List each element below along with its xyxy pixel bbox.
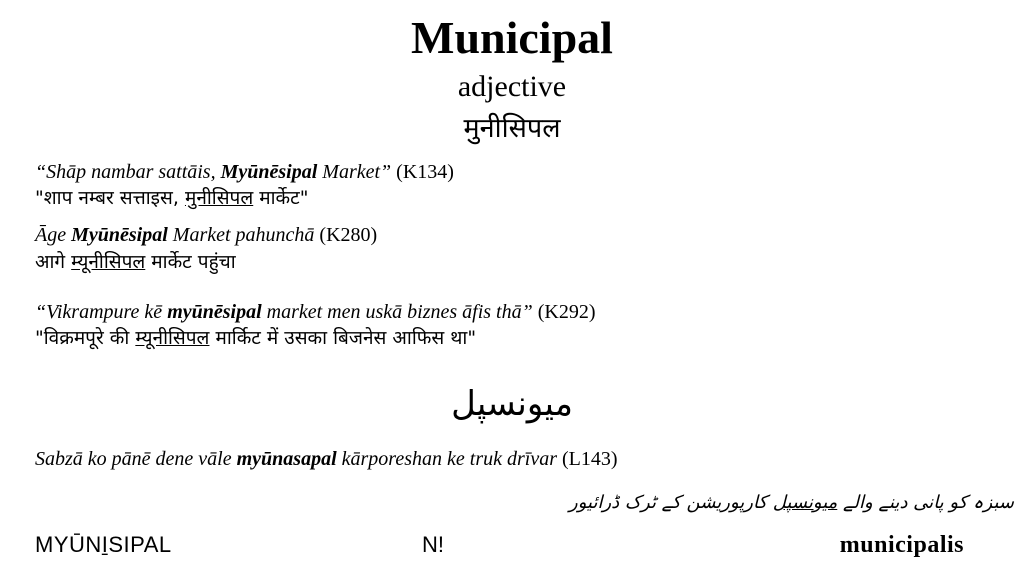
example-3-keyword: myūnēsipal xyxy=(167,301,262,323)
example-1-deva-keyword: मुनीसिपल xyxy=(184,187,254,209)
example-2-deva-keyword: म्यूनीसिपल xyxy=(71,251,146,273)
example-3-open: “Vikrampure kē xyxy=(35,301,168,323)
example-2-reference: (K280) xyxy=(314,224,378,246)
example-2-deva-pre: आगे xyxy=(35,251,72,273)
urdu-headword: میونسپل xyxy=(451,384,573,424)
example-1-reference: (K134) xyxy=(391,161,454,183)
example-3-deva-keyword: म्यूनीसिपल xyxy=(135,327,210,349)
example-1-deva-post: मार्केट" xyxy=(253,187,309,209)
example-4-open: Sabzā ko pānē dene vāle xyxy=(35,448,237,470)
example-4-keyword: myūnasapal xyxy=(236,448,337,470)
example-2-romanized xyxy=(35,223,377,247)
example-1-deva-pre: "शाप नम्बर सत्ताइस, xyxy=(35,187,185,209)
example-2-keyword: Myūnēsipal xyxy=(71,224,168,246)
example-4-romanized xyxy=(35,447,618,471)
footer-marker: N! xyxy=(422,532,444,557)
example-3-deva-pre: "विक्रमपूरे की xyxy=(35,327,136,349)
example-2-deva-post: मार्केट पहुंचा xyxy=(145,251,236,273)
example-1-romanized xyxy=(35,160,454,184)
example-2-devanagari xyxy=(35,250,236,274)
example-1-keyword: Myūnēsipal xyxy=(220,161,318,183)
example-1-devanagari xyxy=(35,186,308,210)
example-4-reference: (L143) xyxy=(556,448,618,470)
example-4-urdu-keyword: میونسپل xyxy=(772,492,838,513)
example-4-urdu-post: کارپوریشن کے ٹرک ڈرائیور xyxy=(569,492,773,513)
example-4-rest: kārporeshan ke truk drīvar xyxy=(336,448,557,470)
example-3-romanized xyxy=(35,300,596,324)
footer-transliteration: MYŪNI̱SIPAL xyxy=(35,532,172,557)
example-2-rest: Market pahunchā xyxy=(167,224,315,246)
example-1-open: “Shāp nambar sattāis, xyxy=(35,161,221,183)
devanagari-headword: मुनीसिपल xyxy=(463,113,561,144)
example-3-devanagari xyxy=(35,326,476,350)
example-4-urdu-pre: سبزہ کو پانی دینے والے xyxy=(837,492,1014,513)
example-1-rest: Market” xyxy=(317,161,392,183)
example-3-rest: market men uskā biznes āfis thā” xyxy=(261,301,533,323)
example-3-deva-post: मार्किट में उसका बिजनेस आफिस था" xyxy=(209,327,477,349)
headword: Municipal xyxy=(411,12,613,63)
example-4-urdu xyxy=(569,489,1014,517)
part-of-speech: adjective xyxy=(457,70,567,103)
example-2-open: Āge xyxy=(35,224,72,246)
footer-etymon: municipalis xyxy=(839,532,964,558)
example-3-reference: (K292) xyxy=(532,301,596,323)
